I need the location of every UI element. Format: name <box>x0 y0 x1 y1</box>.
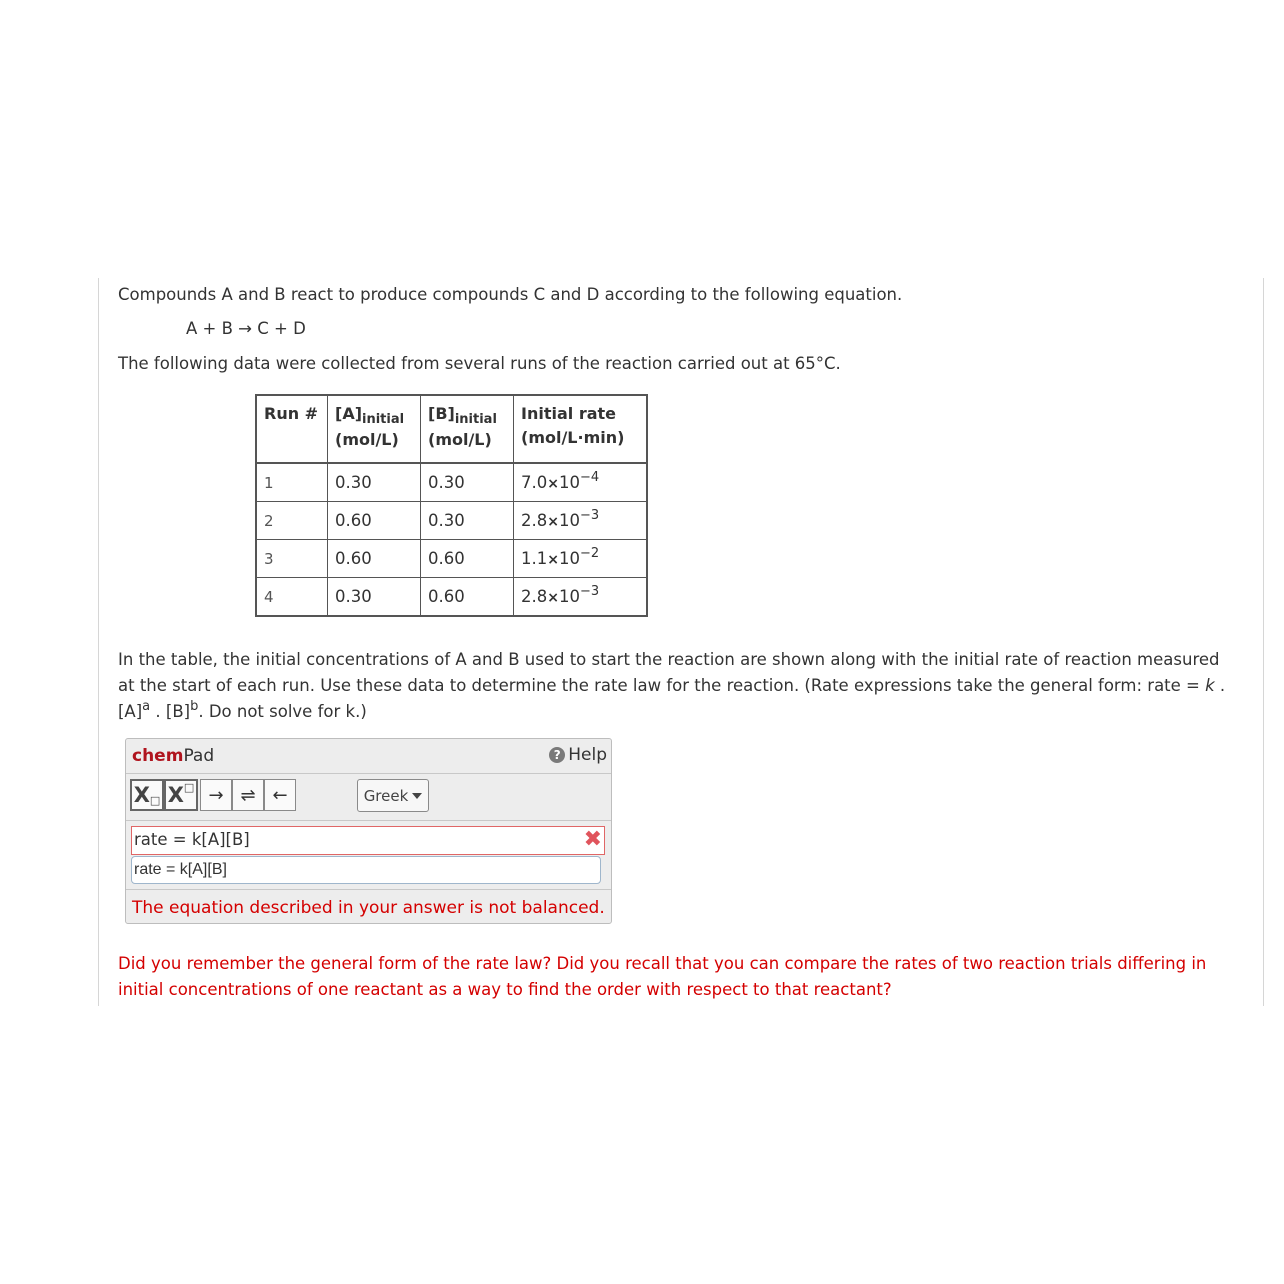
chempad-header <box>126 739 611 774</box>
arrow-left-button[interactable] <box>264 779 296 811</box>
answer-input[interactable] <box>131 826 605 855</box>
cell-rate: $2.8\times 10^{-3}$ <box>514 502 648 540</box>
header-a: $[A]_{initial}$ (mol/L) <box>328 395 421 463</box>
table-header-row <box>256 395 647 463</box>
cell-run: 1 <box>256 463 328 502</box>
table-row <box>256 463 647 502</box>
cell-run: 3 <box>256 540 328 578</box>
help-button[interactable] <box>549 745 607 765</box>
equilibrium-arrow-icon: ⇌ <box>240 784 256 806</box>
table-row <box>256 502 647 540</box>
subscript-button[interactable]: X □ <box>130 779 164 811</box>
help-icon: ? <box>549 747 565 763</box>
cell-b: 0.30 <box>421 502 514 540</box>
arrow-left-icon: ← <box>272 784 288 806</box>
cell-rate: $2.8\times 10^{-3}$ <box>514 578 648 617</box>
cell-a: 0.60 <box>328 502 421 540</box>
chempad-widget <box>125 738 612 924</box>
reaction-data-table <box>255 394 648 617</box>
hint-feedback: Did you remember the general form of the rate law? Did you recall that you can compare the rates of two reaction trials differing in initial concentrations of one reactant as a way to find the order with respect to that reactant? <box>118 954 1207 999</box>
arrow-right-icon: → <box>208 784 224 806</box>
data-intro: The following data were collected from several runs of the reaction carried out at 65°C. <box>118 354 841 373</box>
caret-down-icon <box>412 793 422 799</box>
cell-run: 4 <box>256 578 328 617</box>
incorrect-x-icon: ✖ <box>583 827 602 852</box>
cell-b: 0.30 <box>421 463 514 502</box>
header-run: Run # <box>256 395 328 463</box>
greek-label: Greek <box>363 786 409 805</box>
table-row <box>256 540 647 578</box>
answer-input-value: rate = k[A][B] <box>134 830 250 849</box>
help-label: Help <box>568 745 607 765</box>
cell-rate: $7.0\times 10^{-4}$ <box>514 463 648 502</box>
chempad-toolbar <box>126 774 611 821</box>
cell-run: 2 <box>256 502 328 540</box>
chempad-title: chemPad <box>132 746 215 766</box>
cell-a: 0.30 <box>328 463 421 502</box>
cell-b: 0.60 <box>421 578 514 617</box>
instructions: In the table, the initial concentrations of A and B used to start the reaction are shown along with the initial rate of reaction measured at the start of each run. Use these data to determine the rate law for the reaction. (Rate expressions take the general form: rate = k . $[A]^a$ . $[B]^b$. Do not solve for k.) <box>118 650 1226 721</box>
table-row <box>256 578 647 617</box>
superscript-button[interactable]: X □ <box>164 779 198 811</box>
greek-dropdown[interactable] <box>357 779 429 812</box>
header-b: $[B]_{initial}$ (mol/L) <box>421 395 514 463</box>
reaction-equation: A + B → C + D <box>186 319 306 338</box>
arrow-right-button[interactable] <box>200 779 232 811</box>
answer-preview: rate = k[A][B] <box>131 856 601 884</box>
equilibrium-arrow-button[interactable] <box>232 779 264 811</box>
cell-rate: $1.1\times 10^{-2}$ <box>514 540 648 578</box>
cell-a: 0.30 <box>328 578 421 617</box>
cell-a: 0.60 <box>328 540 421 578</box>
question-intro: Compounds A and B react to produce compounds C and D according to the following equation. <box>118 285 903 304</box>
error-message: The equation described in your answer is not balanced. <box>126 889 611 923</box>
cell-b: 0.60 <box>421 540 514 578</box>
header-rate: Initial rate (mol/L·min) <box>514 395 648 463</box>
